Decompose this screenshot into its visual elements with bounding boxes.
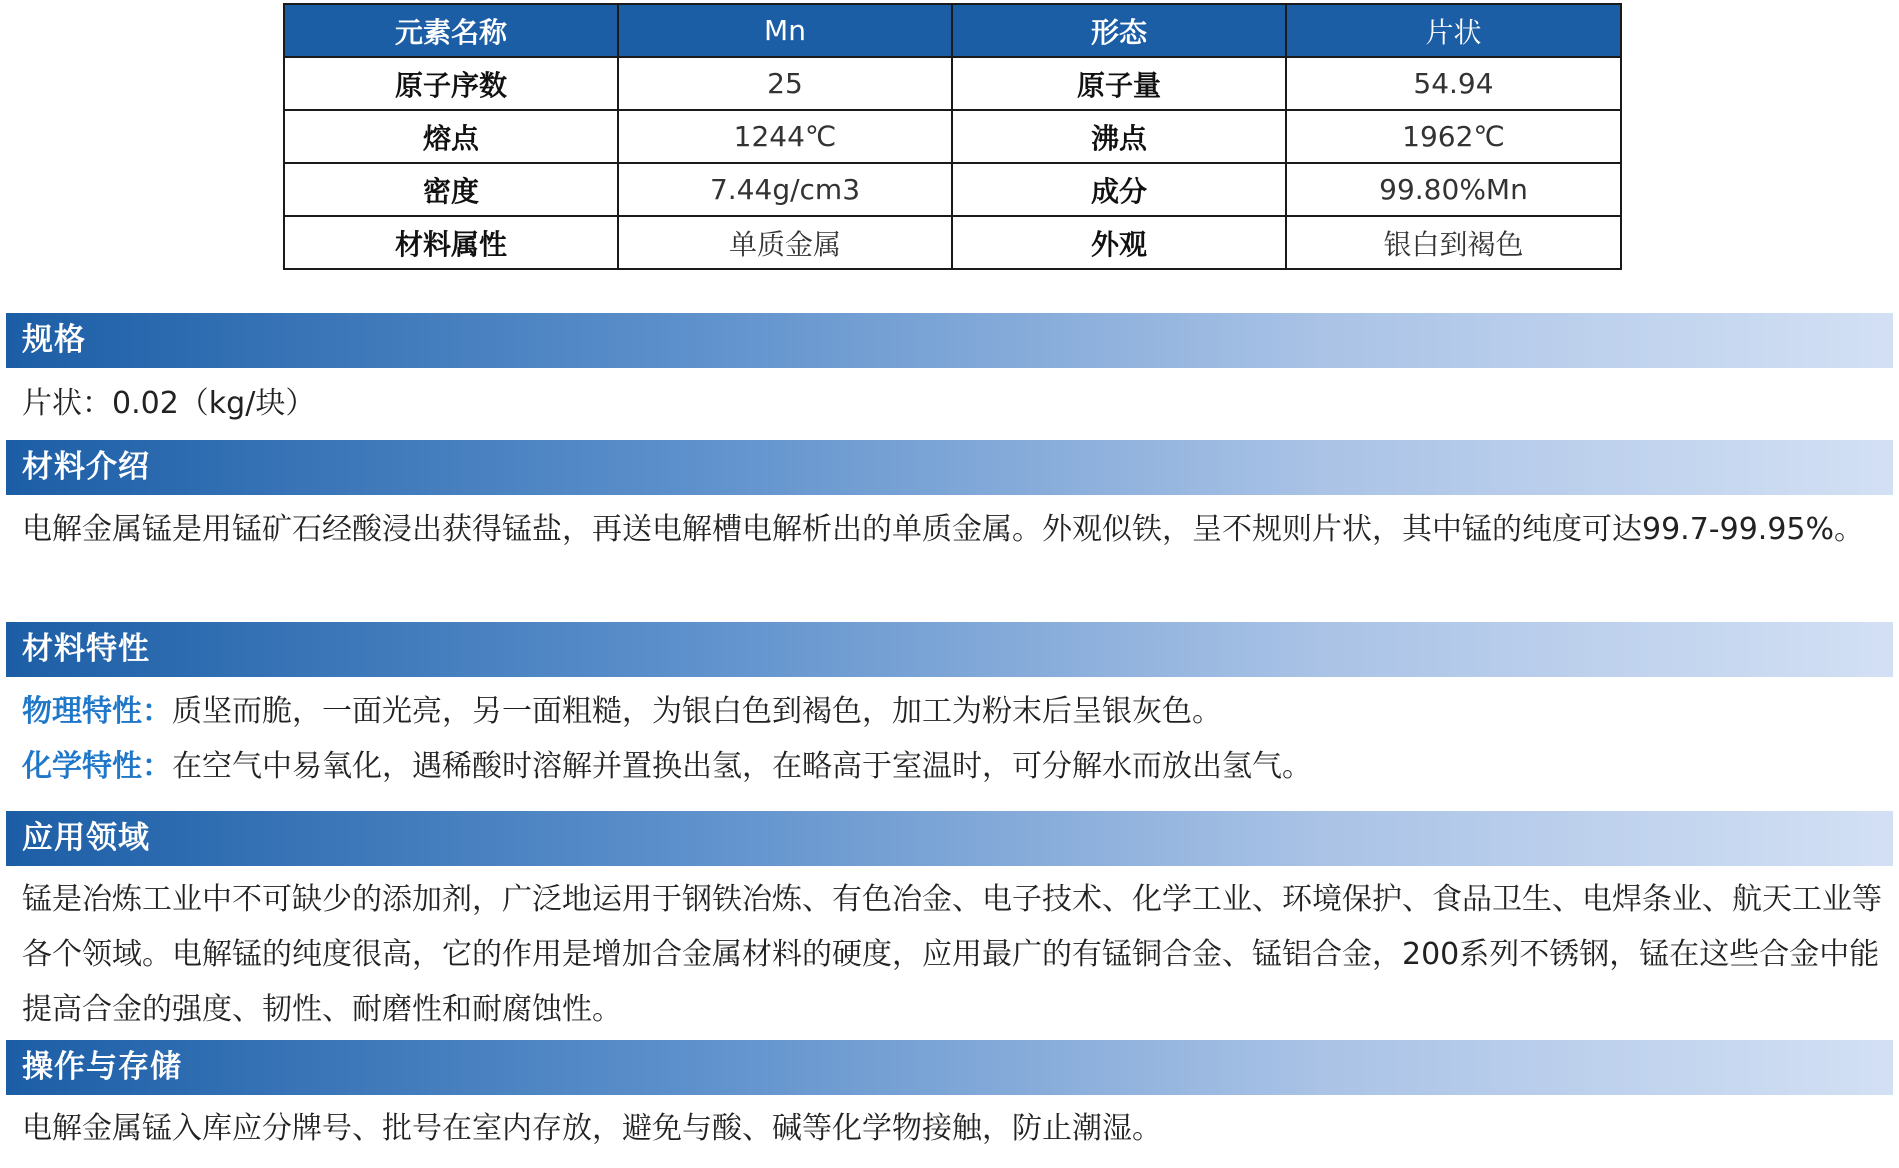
table-value-cell: 54.94 [1286,57,1621,110]
section-header-properties: 材料特性 [6,622,1893,677]
table-label-cell: 沸点 [952,110,1286,163]
table-value-cell: Mn [618,4,952,57]
table-value-cell: 7.44g/cm3 [618,163,952,216]
table-row [284,4,1621,57]
table-value-cell: 1244℃ [618,110,952,163]
table-label-cell: 原子量 [952,57,1286,110]
section-header-spec: 规格 [6,313,1893,368]
property-table [283,3,1622,270]
section-header-intro: 材料介绍 [6,440,1893,495]
chemical-property-label: 化学特性： [22,749,172,784]
table-value-cell: 单质金属 [618,216,952,269]
intro-text: 电解金属锰是用锰矿石经酸浸出获得锰盐，再送电解槽电解析出的单质金属。外观似铁，呈不规则片状，其中锰的纯度可达99.7-99.95%。 [22,512,1865,547]
table-label-cell: 元素名称 [284,4,618,57]
chemical-property [22,739,1882,794]
table-value-cell: 99.80%Mn [1286,163,1621,216]
section-header-application: 应用领域 [6,811,1893,866]
section-body-spec [22,376,1882,431]
table-row [284,216,1621,269]
table-label-cell: 材料属性 [284,216,618,269]
physical-property-text: 质坚而脆，一面光亮，另一面粗糙，为银白色到褐色，加工为粉末后呈银灰色。 [172,694,1222,729]
physical-property-label: 物理特性： [22,694,172,729]
table-row [284,57,1621,110]
table-label-cell: 外观 [952,216,1286,269]
section-body-storage [22,1101,1882,1156]
table-label-cell: 熔点 [284,110,618,163]
table-label-cell: 形态 [952,4,1286,57]
physical-property [22,684,1882,739]
table-label-cell: 成分 [952,163,1286,216]
spec-text: 片状：0.02（kg/块） [22,386,316,421]
table-label-cell: 密度 [284,163,618,216]
table-row [284,110,1621,163]
table-value-cell: 1962℃ [1286,110,1621,163]
application-text: 锰是冶炼工业中不可缺少的添加剂，广泛地运用于钢铁冶炼、有色冶金、电子技术、化学工业、环境保护、食品卫生、电焊条业、航天工业等各个领域。电解锰的纯度很高，它的作用是增加合金属材料的硬度，应用最广的有锰铜合金、锰铝合金，200系列不锈钢，锰在这些合金中能提高合金的强度、韧性、耐磨性和耐腐蚀性。 [22,882,1882,1027]
table-row [284,163,1621,216]
section-body-application [22,872,1882,1037]
storage-text: 电解金属锰入库应分牌号、批号在室内存放，避免与酸、碱等化学物接触，防止潮湿。 [22,1111,1162,1146]
table-label-cell: 原子序数 [284,57,618,110]
table-value-cell: 25 [618,57,952,110]
section-header-storage: 操作与存储 [6,1040,1893,1095]
chemical-property-text: 在空气中易氧化，遇稀酸时溶解并置换出氢，在略高于室温时，可分解水而放出氢气。 [172,749,1312,784]
section-body-properties [22,684,1882,794]
table-value-cell: 片状 [1286,4,1621,57]
section-body-intro [22,502,1882,557]
table-value-cell: 银白到褐色 [1286,216,1621,269]
